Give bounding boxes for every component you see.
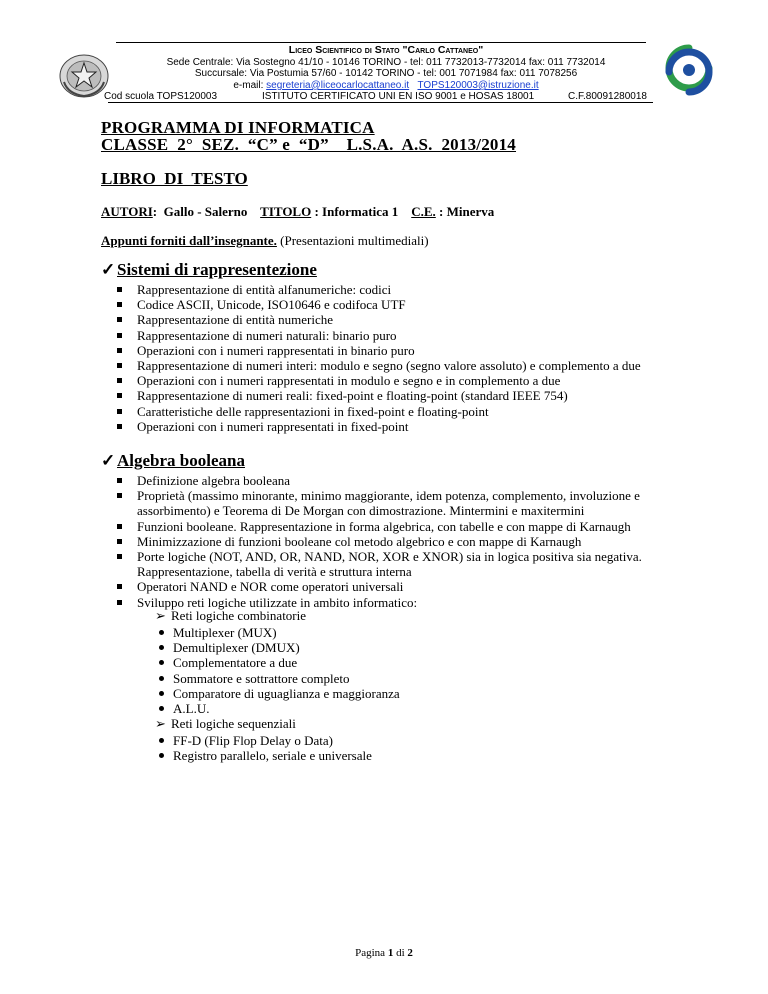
- certificato: ISTITUTO CERTIFICATO UNI EN ISO 9001 e HOSAS 18001: [262, 91, 535, 102]
- appunti-line: [101, 233, 429, 249]
- class-title: CLASSE 2° SEZ. “C” e “D” L.S.A. A.S. 2013/2014: [101, 135, 517, 154]
- email-link-istruzione[interactable]: TOPS120003@istruzione.it: [417, 79, 539, 91]
- codice-fiscale: C.F.80091280018: [568, 91, 647, 102]
- list-item: Rappresentazione di numeri naturali: binario puro: [117, 328, 717, 343]
- titolo-label: TITOLO: [260, 204, 312, 219]
- email-line: [112, 80, 660, 92]
- section-sistemi-list: [117, 282, 717, 434]
- succursale: Succursale: Via Postumia 57/60 - 10142 TORINO - tel: 001 7071984 fax: 011 7078256: [194, 68, 578, 80]
- section-algebra-list: [117, 473, 707, 610]
- book-info: [101, 204, 494, 220]
- sequenziali-title: Reti logiche sequenziali: [171, 716, 296, 731]
- section-algebra-title: Algebra booleana: [117, 451, 245, 470]
- section-sistemi-heading: [101, 260, 317, 280]
- list-item: Codice ASCII, Unicode, ISO10646 e codifoca UTF: [117, 297, 717, 312]
- list-item: Definizione algebra booleana: [117, 473, 707, 488]
- list-item: Caratteristiche delle rappresentazioni in fixed-point e floating-point: [117, 404, 717, 419]
- list-item: Demultiplexer (DMUX): [155, 640, 400, 655]
- ce-value: : Minerva: [435, 204, 495, 219]
- list-item: Comparatore di uguaglianza e maggioranza: [155, 686, 400, 701]
- check-icon: ✓: [101, 260, 116, 279]
- appunti-bold: Appunti forniti dall’insegnante.: [101, 233, 277, 248]
- list-item: Rappresentazione di numeri interi: modulo e segno (segno valore assoluto) e complemento a due: [117, 358, 717, 373]
- sequenziali-heading: [155, 716, 296, 732]
- list-item: Rappresentazione di numeri reali: fixed-point e floating-point (standard IEEE 754): [117, 388, 717, 403]
- header-bottom-rule: [108, 102, 653, 103]
- footer-pagina: Pagina: [355, 947, 388, 959]
- list-item: Proprietà (massimo minorante, minimo maggiorante, idem potenza, complemento, involuzione e assorbimento) e Teorema di De Morgan con dimostrazione. Mintermini e maxitermini: [117, 488, 707, 518]
- appunti-normal: (Presentazioni multimediali): [276, 233, 429, 248]
- footer-di: di: [393, 947, 408, 959]
- republic-emblem-icon: [58, 52, 110, 98]
- cod-scuola: Cod scuola TOPS120003: [104, 91, 218, 102]
- footer-current-page: 1: [387, 947, 394, 959]
- list-item: Rappresentazione di entità numeriche: [117, 312, 717, 327]
- autori-value: : Gallo - Salerno: [152, 204, 261, 219]
- list-item: Multiplexer (MUX): [155, 625, 400, 640]
- check-icon: ✓: [101, 451, 116, 470]
- list-item: A.L.U.: [155, 701, 400, 716]
- section-algebra-heading: [101, 451, 245, 471]
- email-label: e-mail:: [233, 79, 267, 91]
- list-item: Operazioni con i numeri rappresentati in binario puro: [117, 343, 717, 358]
- list-item: Sviluppo reti logiche utilizzate in ambito informatico:: [117, 595, 707, 610]
- sede-centrale: Sede Centrale: Via Sostegno 41/10 - 10146 TORINO - tel: 011 7732013-7732014 fax: 011 7732014: [166, 56, 606, 68]
- list-item: Operazioni con i numeri rappresentati in modulo e segno e in complemento a due: [117, 373, 717, 388]
- list-item: Rappresentazione di entità alfanumeriche: codici: [117, 282, 717, 297]
- sequenziali-list: [155, 733, 372, 763]
- school-header-block: [112, 45, 660, 91]
- list-item: Sommatore e sottrattore completo: [155, 671, 400, 686]
- combinatorie-title: Reti logiche combinatorie: [171, 608, 307, 623]
- libro-title: LIBRO DI TESTO: [101, 169, 248, 188]
- arrow-right-icon: ➢: [155, 608, 166, 623]
- school-logo-icon: [664, 44, 714, 96]
- footer-total-pages: 2: [407, 947, 413, 959]
- combinatorie-list: [155, 625, 400, 716]
- school-name: Liceo Scientifico di Stato "Carlo Cattaneo": [288, 44, 484, 56]
- page-footer: [0, 947, 768, 959]
- arrow-right-icon: ➢: [155, 716, 166, 731]
- list-item: FF-D (Flip Flop Delay o Data): [155, 733, 372, 748]
- list-item: Operazioni con i numeri rappresentati in fixed-point: [117, 419, 717, 434]
- autori-label: AUTORI: [101, 204, 153, 219]
- page-title: PROGRAMMA DI INFORMATICA: [101, 118, 375, 137]
- titolo-value: : Informatica 1: [311, 204, 412, 219]
- list-item: Minimizzazione di funzioni booleane col metodo algebrico e con mappe di Karnaugh: [117, 534, 707, 549]
- list-item: Porte logiche (NOT, AND, OR, NAND, NOR, XOR e XNOR) sia in logica positiva sia negativa. Rappresentazione, tabella di verità e struttura interna: [117, 549, 707, 579]
- list-item: Registro parallelo, seriale e universale: [155, 748, 372, 763]
- list-item: Operatori NAND e NOR come operatori universali: [117, 579, 707, 594]
- header-top-rule: [116, 42, 646, 43]
- list-item: Funzioni booleane. Rappresentazione in forma algebrica, con tabelle e con mappe di Karnaugh: [117, 519, 707, 534]
- ce-label: C.E.: [411, 204, 436, 219]
- combinatorie-heading: [155, 608, 306, 624]
- email-link-segreteria[interactable]: segreteria@liceocarlocattaneo.it: [266, 79, 410, 91]
- list-item: Complementatore a due: [155, 655, 400, 670]
- section-sistemi-title: Sistemi di rappresentezione: [117, 260, 317, 279]
